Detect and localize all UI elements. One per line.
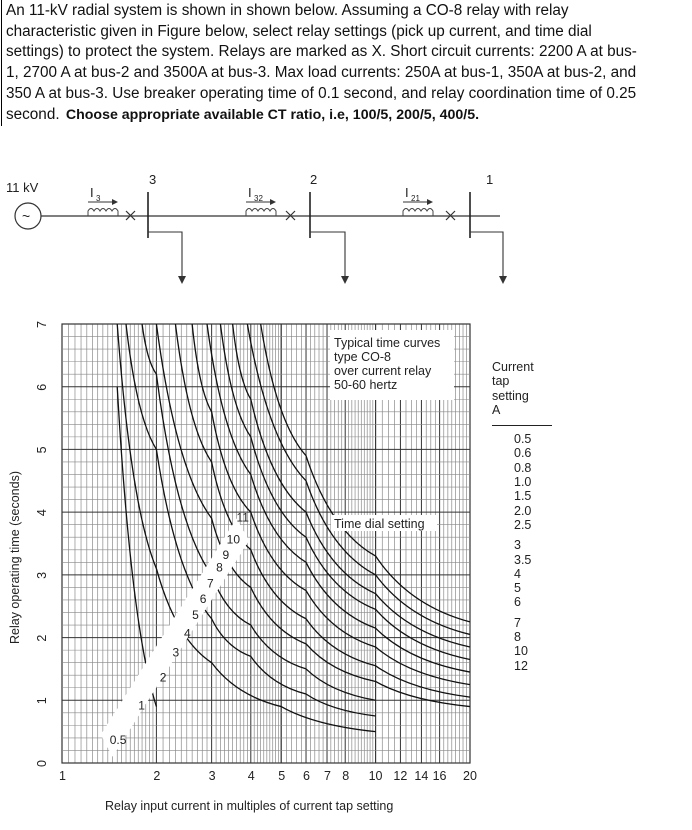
problem-body: An 11-kV radial system is shown in shown below. Assuming a CO-8 relay with relay characteristic given in Figure below, select relay settings (pick up current, and time dial settings) to protect the system. Relays are marked as X. Short circuit currents: 2200 A at bus-1, 2700 A at bus-2 and 3500A at bus-3. Max load currents: 250A at bus-1, 350A at bus-2, and 350 A at bus-3. Use breaker operating time of 0.1 second, and relay coordination time of 0.25 second. (6, 2, 637, 123)
chart-title-line-2: type CO-8 (334, 350, 391, 364)
current-label-i3-name: I (90, 185, 94, 200)
tap-header-line-1: Current (492, 360, 534, 374)
co8-time-curves-chart (0, 300, 692, 830)
tap-value: 1.0 (514, 475, 532, 490)
y-tick-label: 7 (35, 321, 49, 328)
current-label-i21-sub: 21 (411, 194, 420, 203)
time-dial-label: Time dial setting (334, 517, 425, 531)
ct-coil-2 (246, 209, 276, 217)
tap-header-line-2: tap (492, 374, 510, 389)
x-tick-label: 5 (278, 769, 286, 783)
tap-header-rule (492, 425, 552, 426)
ct-coil-1 (88, 209, 118, 217)
current-label-i32 (246, 185, 276, 205)
bus-label-2: 2 (310, 172, 318, 187)
ct-coil-3 (403, 209, 433, 217)
current-arrowhead-i32 (270, 199, 276, 205)
current-label-i32-name: I (248, 185, 252, 200)
y-tick-labels (35, 321, 49, 767)
tap-value: 2.5 (514, 517, 532, 532)
x-tick-label: 3 (208, 769, 216, 783)
x-tick-label: 8 (342, 769, 350, 783)
dial-label: 10 (226, 532, 241, 547)
dial-label: 11 (236, 510, 249, 525)
tap-value: 4 (514, 566, 521, 581)
current-label-i3 (88, 185, 118, 205)
load-arrow-1 (499, 276, 507, 284)
dial-label: 4 (184, 626, 191, 641)
x-tick-label: 1 (59, 769, 66, 783)
x-tick-labels (59, 769, 477, 783)
tap-value: 1.5 (514, 489, 532, 504)
x-tick-label: 6 (303, 769, 310, 783)
current-label-i3-sub: 3 (96, 194, 101, 203)
dial-label: 6 (199, 592, 207, 607)
problem-bold-note: Choose appropriate available CT ratio, i.e, 100/5, 200/5, 400/5. (65, 106, 480, 123)
tap-header-line-4: A (492, 402, 501, 417)
chart-title-line-4: 50-60 hertz (334, 378, 398, 392)
y-tick-label: 1 (35, 697, 49, 705)
y-tick-label: 3 (35, 571, 49, 579)
current-label-i21-name: I (405, 185, 409, 200)
y-tick-label: 0 (35, 760, 49, 767)
x-tick-label: 10 (368, 769, 383, 783)
dial-label: 1 (138, 698, 145, 713)
load-arrow-3 (178, 276, 186, 284)
y-tick-label: 2 (35, 634, 49, 642)
bus-label-3: 3 (149, 172, 157, 187)
y-axis-label: Relay operating time (seconds) (8, 471, 22, 644)
problem-text (6, 1, 646, 125)
tap-header (492, 360, 572, 417)
x-tick-label: 4 (247, 769, 255, 783)
current-arrowhead-i3 (112, 199, 118, 205)
tap-value: 3.5 (514, 552, 532, 567)
chart-title-line-1: Typical time curves (334, 336, 441, 350)
tap-value: 0.8 (514, 460, 532, 475)
bus-label-1: 1 (486, 172, 494, 187)
tap-value: 10 (514, 644, 528, 659)
bus-1 (470, 172, 507, 284)
x-tick-label: 7 (324, 769, 331, 783)
tap-value: 12 (514, 658, 528, 673)
dial-label: 0.5 (109, 733, 127, 748)
generator-tilde: ~ (22, 208, 31, 224)
x-axis-label: Relay input current in multiples of current tap setting (105, 799, 394, 813)
bus-3 (148, 172, 186, 284)
dial-label: 2 (159, 670, 167, 685)
problem-statement (0, 0, 690, 128)
y-tick-label: 6 (35, 383, 49, 391)
tap-value: 6 (514, 595, 521, 610)
tap-value: 7 (514, 615, 521, 630)
x-tick-label: 14 (414, 769, 429, 783)
dial-label: 5 (192, 607, 199, 622)
x-tick-label: 12 (393, 769, 408, 783)
source-voltage-label: 11 kV (6, 180, 39, 195)
tap-value: 0.6 (514, 446, 532, 461)
dial-label: 8 (216, 560, 223, 575)
left-border (1, 0, 2, 126)
radial-system-diagram (0, 160, 692, 285)
current-arrowhead-i21 (427, 199, 433, 205)
dial-label: 3 (172, 645, 180, 660)
x-tick-label: 20 (463, 769, 477, 783)
y-tick-label: 4 (35, 509, 49, 517)
load-arrow-2 (341, 276, 349, 284)
tap-value: 2.0 (514, 503, 532, 518)
chart-title-line-3: over current relay (334, 364, 432, 378)
current-label-i32-sub: 32 (254, 194, 263, 203)
tap-value: 3 (514, 538, 521, 553)
tap-value: 5 (514, 581, 521, 596)
dial-label: 9 (222, 548, 230, 563)
x-tick-label: 16 (432, 769, 447, 783)
current-label-i21 (403, 185, 433, 205)
x-tick-label: 2 (153, 769, 161, 783)
dial-label: 7 (207, 576, 214, 591)
current-tap-settings (492, 360, 572, 673)
tap-value: 0.5 (514, 432, 532, 447)
y-tick-label: 5 (35, 446, 49, 454)
tap-value: 8 (514, 630, 521, 645)
tap-values (514, 432, 531, 673)
tap-header-line-3: setting (492, 388, 529, 403)
bus-2 (310, 172, 349, 284)
